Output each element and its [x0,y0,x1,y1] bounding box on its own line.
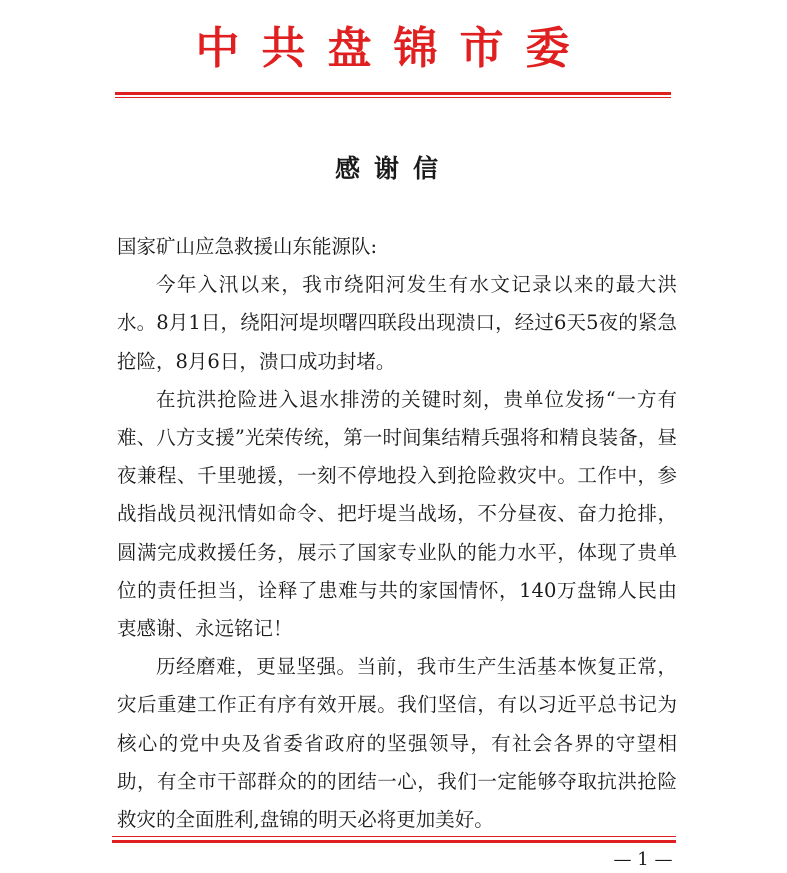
footer-rule-thin [112,836,676,837]
paragraph-2: 在抗洪抢险进入退水排涝的关键时刻，贵单位发扬“一方有难、八方支援”光荣传统，第一时间集结精兵强将和精良装备，昼夜兼程、千里驰援，一刻不停地投入到抢险救灾中。工作中，参战指战员视汛情如命令、把圩堤当战场，不分昼夜、奋力抢排，圆满完成救援任务，展示了国家专业队的能力水平，体现了贵单位的责任担当，诠释了患难与共的家国情怀，140万盘锦人民由衷感谢、永远铭记！ [117,387,677,641]
letter-title: 感谢信 [334,154,452,183]
page-number: — 1 — [613,849,673,870]
footer-rule-thick [112,840,676,843]
paragraph-3: 历经磨难，更显坚强。当前，我市生产生活基本恢复正常，灾后重建工作正有序有效开展。我们坚信，有以习近平总书记为核心的党中央及省委省政府的坚强领导，有社会各界的守望相助，有全市干部群众的的团结一心，我们一定能够夺取抗洪抢险救灾的全面胜利,盘锦的明天必将更加美好。 [117,655,677,832]
salutation: 国家矿山应急救援山东能源队: [117,235,378,258]
letterhead-title: 中共盘锦市委 [195,23,592,74]
letter-body [117,228,677,839]
paragraph-1: 今年入汛以来，我市绕阳河发生有水文记录以来的最大洪水。8月1日，绕阳河堤坝曙四联段出现溃口，经过6天5夜的紧急抢险，8月6日，溃口成功封堵。 [117,273,677,373]
letterhead-rule-thick [115,92,671,95]
letterhead-rule-thin [115,97,671,98]
